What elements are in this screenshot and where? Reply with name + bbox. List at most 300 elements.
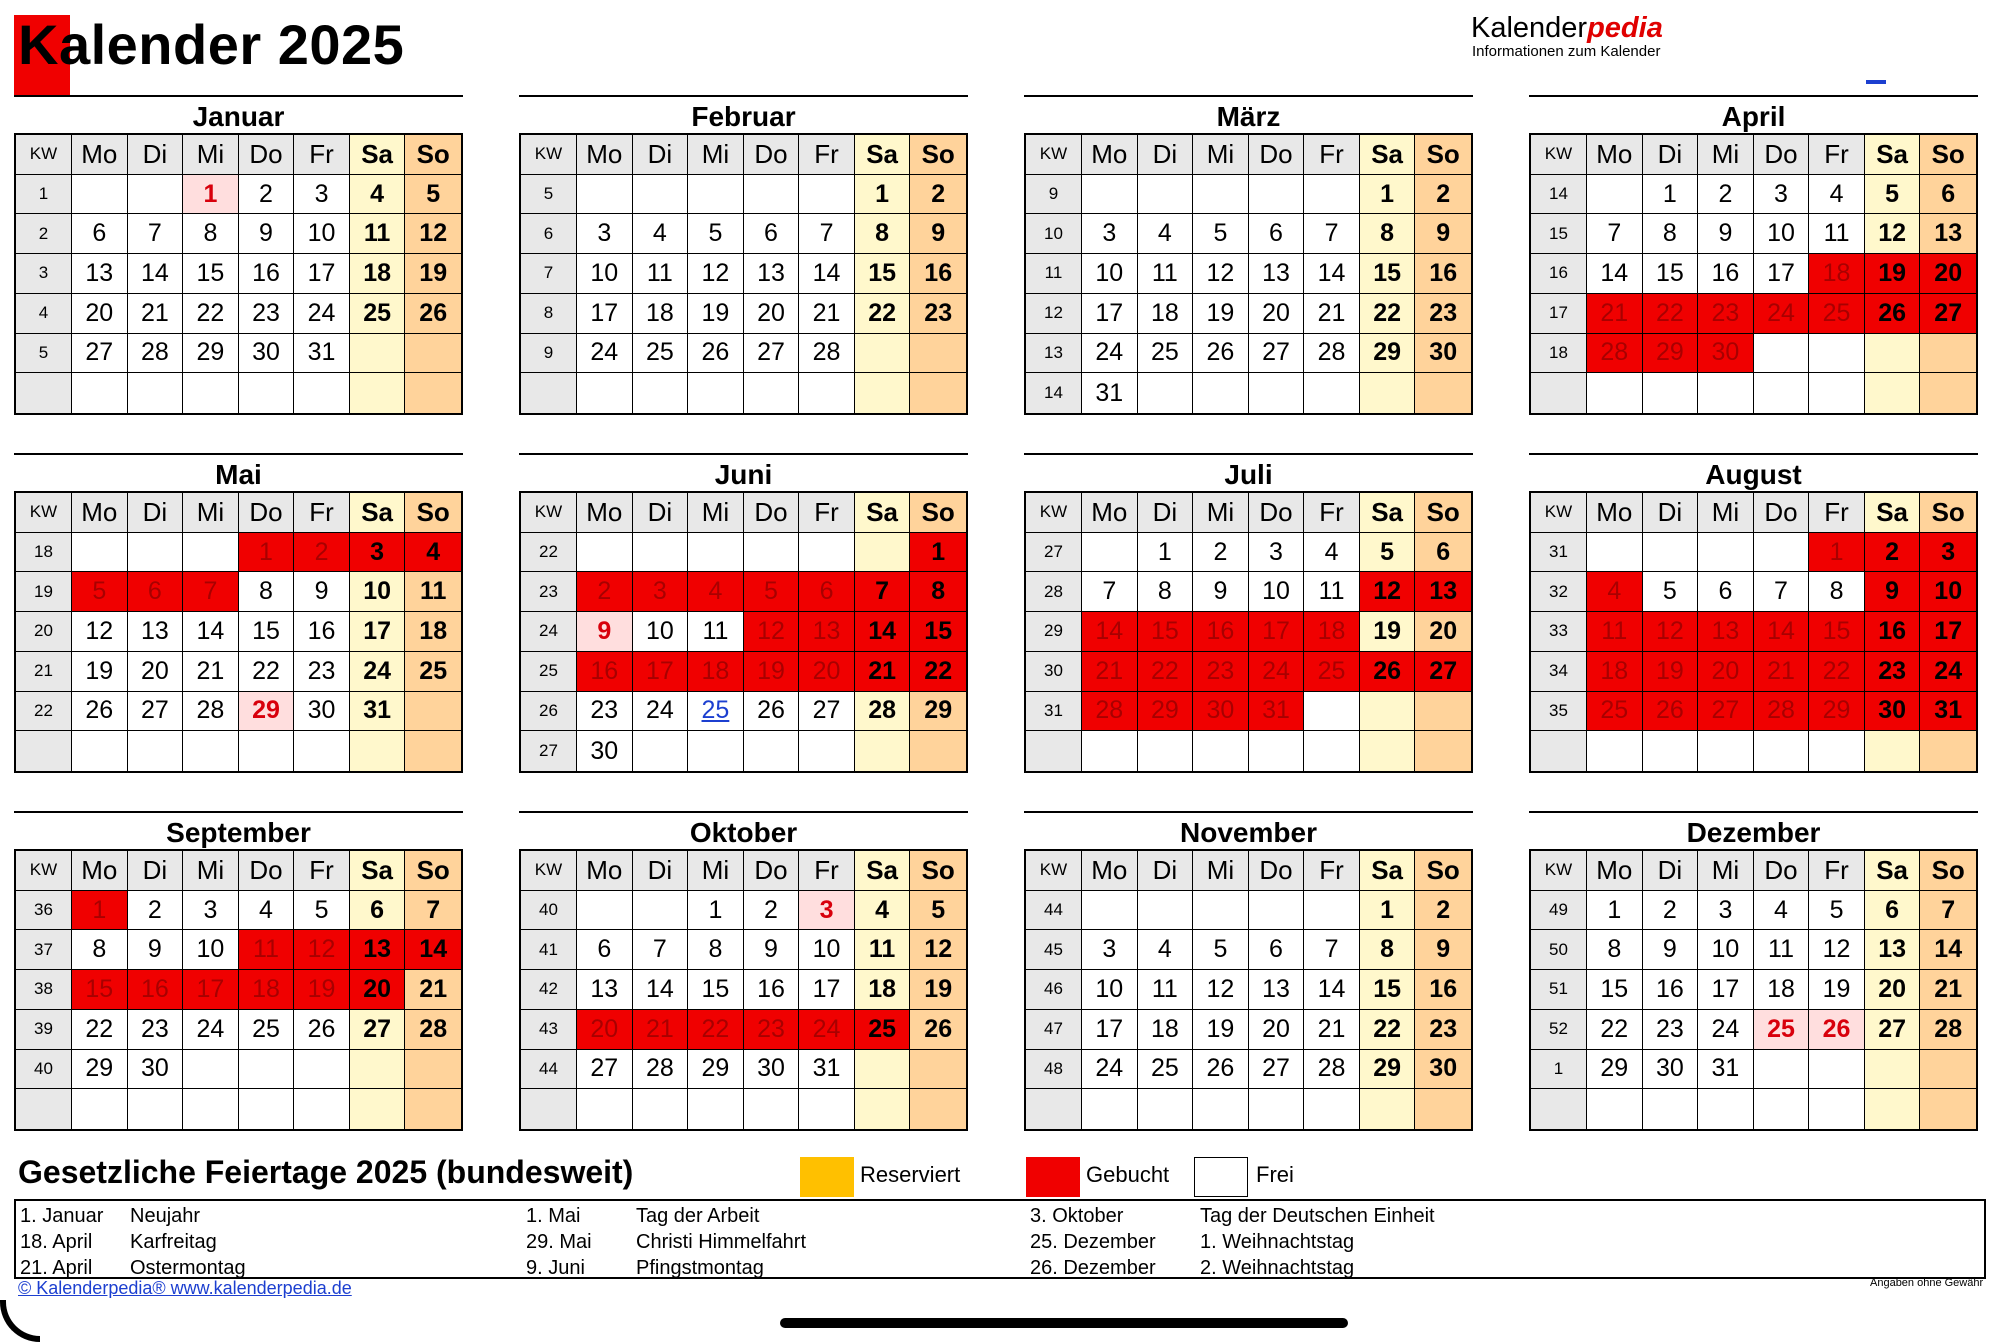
- day-cell: 31: [1698, 1050, 1754, 1090]
- week-number: [521, 373, 577, 413]
- day-cell: 28: [799, 334, 855, 374]
- empty-cell: [72, 175, 128, 215]
- day-cell: 18: [688, 652, 744, 692]
- empty-cell: [855, 533, 911, 573]
- empty-cell: [1415, 1089, 1471, 1129]
- month-8: [14, 811, 463, 1131]
- day-cell: 4: [688, 572, 744, 612]
- week-number: [16, 373, 72, 413]
- legend-swatch-reserved: [800, 1157, 854, 1197]
- empty-cell: [350, 1050, 406, 1090]
- empty-cell: [1082, 533, 1138, 573]
- day-cell: 30: [239, 334, 295, 374]
- day-cell: 28: [1920, 1010, 1976, 1050]
- empty-cell: [688, 373, 744, 413]
- empty-cell: [294, 1089, 350, 1129]
- day-cell: 16: [744, 970, 800, 1010]
- day-cell: 1: [1643, 175, 1699, 215]
- day-cell: 13: [72, 254, 128, 294]
- day-cell: 21: [1587, 294, 1643, 334]
- day-cell: 4: [633, 214, 689, 254]
- weekday-header: Sa: [1865, 135, 1921, 175]
- week-number: 9: [521, 334, 577, 374]
- day-cell: 29: [1138, 692, 1194, 732]
- day-cell: 9: [744, 930, 800, 970]
- month-2: [1024, 95, 1473, 415]
- weekday-header: Fr: [1304, 493, 1360, 533]
- day-cell: 25: [1138, 1050, 1194, 1090]
- weekday-header: Sa: [1865, 493, 1921, 533]
- empty-cell: [688, 175, 744, 215]
- week-number: 5: [16, 334, 72, 374]
- day-cell: 21: [1304, 294, 1360, 334]
- day-cell: 22: [239, 652, 295, 692]
- week-number: 12: [1026, 294, 1082, 334]
- holiday-name: Neujahr: [130, 1205, 201, 1227]
- weekday-header: Fr: [294, 851, 350, 891]
- day-cell: 29: [72, 1050, 128, 1090]
- day-cell: 2: [128, 891, 184, 931]
- day-cell: 10: [350, 572, 406, 612]
- weekday-header: Mo: [72, 135, 128, 175]
- empty-cell: [1809, 1050, 1865, 1090]
- day-cell: 29: [1587, 1050, 1643, 1090]
- empty-cell: [1249, 373, 1305, 413]
- day-cell: 9: [1415, 214, 1471, 254]
- week-number: 1: [1531, 1050, 1587, 1090]
- week-number: 50: [1531, 930, 1587, 970]
- day-cell: 15: [1587, 970, 1643, 1010]
- day-cell: 2: [1193, 533, 1249, 573]
- day-cell: 24: [633, 692, 689, 732]
- day-cell: 2: [577, 572, 633, 612]
- day-cell: 22: [1360, 1010, 1416, 1050]
- empty-cell: [855, 1050, 911, 1090]
- empty-cell: [577, 1089, 633, 1129]
- day-cell: 15: [1643, 254, 1699, 294]
- week-number: 23: [521, 572, 577, 612]
- day-cell: 13: [1249, 970, 1305, 1010]
- day-cell: [688, 692, 744, 732]
- empty-cell: [128, 533, 184, 573]
- day-cell: 30: [744, 1050, 800, 1090]
- empty-cell: [294, 373, 350, 413]
- weekday-header: Fr: [1809, 135, 1865, 175]
- day-cell: 7: [128, 214, 184, 254]
- day-cell: 9: [577, 612, 633, 652]
- day-cell: 19: [1809, 970, 1865, 1010]
- day-link[interactable]: 25: [701, 696, 730, 725]
- empty-cell: [633, 1089, 689, 1129]
- day-cell: 22: [183, 294, 239, 334]
- weekday-header: Mi: [688, 135, 744, 175]
- weekday-header: Do: [1754, 135, 1810, 175]
- day-cell: 24: [1920, 652, 1976, 692]
- day-cell: 19: [744, 652, 800, 692]
- day-cell: 26: [294, 1010, 350, 1050]
- day-cell: 26: [744, 692, 800, 732]
- day-cell: 6: [799, 572, 855, 612]
- empty-cell: [1360, 692, 1416, 732]
- day-cell: 8: [183, 214, 239, 254]
- home-indicator[interactable]: [780, 1318, 1348, 1328]
- week-number: [1026, 731, 1082, 771]
- day-cell: 5: [1643, 572, 1699, 612]
- weekday-header: Sa: [350, 851, 406, 891]
- month-name: November: [1024, 811, 1473, 849]
- day-cell: 18: [350, 254, 406, 294]
- empty-cell: [1360, 1089, 1416, 1129]
- day-cell: 23: [239, 294, 295, 334]
- month-name: Februar: [519, 95, 968, 133]
- kw-header: KW: [16, 493, 72, 533]
- weekday-header: Mo: [1587, 135, 1643, 175]
- empty-cell: [744, 731, 800, 771]
- weekday-header: Sa: [1360, 135, 1416, 175]
- week-number: 36: [16, 891, 72, 931]
- day-cell: 14: [633, 970, 689, 1010]
- day-cell: 14: [1304, 254, 1360, 294]
- day-cell: 28: [1304, 334, 1360, 374]
- day-cell: 17: [577, 294, 633, 334]
- month-6: [1024, 453, 1473, 773]
- day-cell: 9: [294, 572, 350, 612]
- day-cell: 4: [1754, 891, 1810, 931]
- day-cell: 22: [1809, 652, 1865, 692]
- holidays-title: Gesetzliche Feiertage 2025 (bundesweit): [18, 1154, 634, 1190]
- day-cell: 16: [239, 254, 295, 294]
- empty-cell: [350, 731, 406, 771]
- weekday-header: Di: [633, 493, 689, 533]
- day-cell: 6: [1249, 214, 1305, 254]
- empty-cell: [1920, 1089, 1976, 1129]
- week-number: 30: [1026, 652, 1082, 692]
- day-cell: 13: [744, 254, 800, 294]
- day-cell: 22: [1587, 1010, 1643, 1050]
- brand-underline-mark: [1866, 80, 1886, 84]
- week-number: 33: [1531, 612, 1587, 652]
- weekday-header: Di: [1643, 135, 1699, 175]
- month-grid: [519, 491, 968, 773]
- month-grid: [1024, 849, 1473, 1131]
- day-cell: 21: [1304, 1010, 1360, 1050]
- empty-cell: [72, 731, 128, 771]
- empty-cell: [799, 1089, 855, 1129]
- month-4: [14, 453, 463, 773]
- brand-subtitle: Informationen zum Kalender: [1472, 43, 1661, 60]
- day-cell: 4: [1138, 930, 1194, 970]
- weekday-header: Di: [633, 135, 689, 175]
- day-cell: 4: [1138, 214, 1194, 254]
- week-number: 46: [1026, 970, 1082, 1010]
- day-cell: 10: [1754, 214, 1810, 254]
- day-cell: 25: [1809, 294, 1865, 334]
- day-cell: 30: [128, 1050, 184, 1090]
- day-cell: 14: [1082, 612, 1138, 652]
- kw-header: KW: [1531, 851, 1587, 891]
- empty-cell: [577, 175, 633, 215]
- weekday-header: Di: [128, 851, 184, 891]
- empty-cell: [1304, 373, 1360, 413]
- day-cell: 29: [1643, 334, 1699, 374]
- day-cell: 5: [72, 572, 128, 612]
- kw-header: KW: [1531, 493, 1587, 533]
- empty-cell: [1138, 175, 1194, 215]
- kw-header: KW: [521, 493, 577, 533]
- week-number: 42: [521, 970, 577, 1010]
- day-cell: 1: [183, 175, 239, 215]
- weekday-header: So: [405, 851, 461, 891]
- empty-cell: [128, 731, 184, 771]
- week-number: 16: [1531, 254, 1587, 294]
- day-cell: 5: [1809, 891, 1865, 931]
- day-cell: 9: [1415, 930, 1471, 970]
- day-cell: 16: [1415, 254, 1471, 294]
- day-cell: 19: [72, 652, 128, 692]
- day-cell: 8: [1809, 572, 1865, 612]
- empty-cell: [799, 533, 855, 573]
- weekday-header: Do: [744, 851, 800, 891]
- month-name: Mai: [14, 453, 463, 491]
- holiday-name: Karfreitag: [130, 1231, 217, 1253]
- day-cell: 14: [1920, 930, 1976, 970]
- week-number: 9: [1026, 175, 1082, 215]
- empty-cell: [1304, 692, 1360, 732]
- empty-cell: [1643, 731, 1699, 771]
- day-cell: 18: [633, 294, 689, 334]
- day-cell: 13: [1698, 612, 1754, 652]
- day-cell: 10: [799, 930, 855, 970]
- day-cell: 25: [239, 1010, 295, 1050]
- weekday-header: Mi: [1193, 851, 1249, 891]
- day-cell: 17: [183, 970, 239, 1010]
- day-cell: 26: [72, 692, 128, 732]
- weekday-header: Mo: [1587, 493, 1643, 533]
- month-10: [1024, 811, 1473, 1131]
- empty-cell: [1304, 175, 1360, 215]
- empty-cell: [633, 731, 689, 771]
- week-number: 20: [16, 612, 72, 652]
- empty-cell: [744, 1089, 800, 1129]
- week-number: 48: [1026, 1050, 1082, 1090]
- week-number: [1531, 1089, 1587, 1129]
- day-cell: 29: [1360, 334, 1416, 374]
- day-cell: 27: [1249, 334, 1305, 374]
- week-number: 44: [521, 1050, 577, 1090]
- day-cell: 5: [1360, 533, 1416, 573]
- day-cell: 6: [744, 214, 800, 254]
- day-cell: 24: [577, 334, 633, 374]
- weekday-header: Fr: [294, 135, 350, 175]
- empty-cell: [1865, 373, 1921, 413]
- week-number: 21: [16, 652, 72, 692]
- weekday-header: Fr: [1809, 493, 1865, 533]
- empty-cell: [405, 1089, 461, 1129]
- weekday-header: Sa: [350, 493, 406, 533]
- holiday-name: 1. Weihnachtstag: [1200, 1231, 1355, 1253]
- month-11: [1529, 811, 1978, 1131]
- empty-cell: [577, 533, 633, 573]
- day-cell: 19: [1360, 612, 1416, 652]
- day-cell: 13: [577, 970, 633, 1010]
- month-grid: [1529, 491, 1978, 773]
- month-1: [519, 95, 968, 415]
- empty-cell: [239, 1050, 295, 1090]
- weekday-header: Mi: [183, 135, 239, 175]
- day-cell: 9: [1643, 930, 1699, 970]
- empty-cell: [1304, 1089, 1360, 1129]
- week-number: 49: [1531, 891, 1587, 931]
- empty-cell: [1698, 731, 1754, 771]
- weekday-header: So: [1920, 135, 1976, 175]
- day-cell: 5: [744, 572, 800, 612]
- day-cell: 11: [350, 214, 406, 254]
- empty-cell: [1920, 1050, 1976, 1090]
- empty-cell: [1249, 175, 1305, 215]
- brand-logo[interactable]: [1471, 12, 1663, 45]
- empty-cell: [1082, 1089, 1138, 1129]
- month-grid: [519, 133, 968, 415]
- empty-cell: [1193, 731, 1249, 771]
- day-cell: 28: [128, 334, 184, 374]
- empty-cell: [744, 373, 800, 413]
- day-cell: 23: [1698, 294, 1754, 334]
- week-number: 44: [1026, 891, 1082, 931]
- weekday-header: Sa: [1865, 851, 1921, 891]
- day-cell: 17: [1082, 294, 1138, 334]
- day-cell: 3: [183, 891, 239, 931]
- empty-cell: [577, 373, 633, 413]
- empty-cell: [239, 1089, 295, 1129]
- empty-cell: [1643, 1089, 1699, 1129]
- empty-cell: [1698, 533, 1754, 573]
- month-name: August: [1529, 453, 1978, 491]
- week-number: 52: [1531, 1010, 1587, 1050]
- day-cell: 11: [633, 254, 689, 294]
- day-cell: 23: [577, 692, 633, 732]
- holiday-date: 21. April: [20, 1257, 93, 1279]
- day-cell: 19: [688, 294, 744, 334]
- week-number: 2: [16, 214, 72, 254]
- empty-cell: [405, 692, 461, 732]
- day-cell: 28: [1082, 692, 1138, 732]
- day-cell: 19: [1193, 294, 1249, 334]
- day-cell: 27: [128, 692, 184, 732]
- day-cell: 3: [294, 175, 350, 215]
- week-number: [16, 731, 72, 771]
- empty-cell: [72, 533, 128, 573]
- day-cell: 2: [1415, 175, 1471, 215]
- week-number: 51: [1531, 970, 1587, 1010]
- day-cell: 12: [1865, 214, 1921, 254]
- day-cell: 14: [799, 254, 855, 294]
- day-cell: 3: [799, 891, 855, 931]
- day-cell: 26: [1809, 1010, 1865, 1050]
- weekday-header: So: [910, 135, 966, 175]
- day-cell: 8: [1360, 930, 1416, 970]
- legend-label-reserved: Reserviert: [860, 1162, 961, 1187]
- day-cell: 19: [1193, 1010, 1249, 1050]
- week-number: 45: [1026, 930, 1082, 970]
- day-cell: 2: [239, 175, 295, 215]
- day-cell: 26: [1643, 692, 1699, 732]
- day-cell: 12: [910, 930, 966, 970]
- weekday-header: So: [1920, 851, 1976, 891]
- empty-cell: [128, 373, 184, 413]
- holiday-name: Tag der Deutschen Einheit: [1200, 1205, 1435, 1227]
- day-cell: 13: [799, 612, 855, 652]
- weekday-header: Mi: [183, 493, 239, 533]
- empty-cell: [405, 731, 461, 771]
- empty-cell: [405, 1050, 461, 1090]
- footer-link[interactable]: © Kalenderpedia® www.kalenderpedia.de: [18, 1278, 352, 1298]
- day-cell: 25: [1138, 334, 1194, 374]
- empty-cell: [183, 731, 239, 771]
- day-cell: 12: [1193, 970, 1249, 1010]
- day-cell: 20: [744, 294, 800, 334]
- day-cell: 7: [1587, 214, 1643, 254]
- empty-cell: [183, 533, 239, 573]
- empty-cell: [1304, 731, 1360, 771]
- week-number: 3: [16, 254, 72, 294]
- day-cell: 27: [577, 1050, 633, 1090]
- screen-corner: [0, 1300, 40, 1342]
- day-cell: 1: [1360, 175, 1416, 215]
- empty-cell: [1643, 373, 1699, 413]
- day-cell: 16: [577, 652, 633, 692]
- empty-cell: [72, 373, 128, 413]
- day-cell: 7: [1304, 214, 1360, 254]
- day-cell: 2: [294, 533, 350, 573]
- holiday-date: 25. Dezember: [1030, 1231, 1156, 1253]
- holiday-date: 9. Juni: [526, 1257, 585, 1279]
- day-cell: 8: [1138, 572, 1194, 612]
- month-grid: [14, 133, 463, 415]
- empty-cell: [910, 731, 966, 771]
- week-number: 26: [521, 692, 577, 732]
- weekday-header: Mi: [1698, 851, 1754, 891]
- day-cell: 29: [239, 692, 295, 732]
- day-cell: 17: [1920, 612, 1976, 652]
- day-cell: 29: [688, 1050, 744, 1090]
- day-cell: 25: [1587, 692, 1643, 732]
- day-cell: 23: [1193, 652, 1249, 692]
- empty-cell: [1193, 1089, 1249, 1129]
- month-5: [519, 453, 968, 773]
- day-cell: 30: [1415, 334, 1471, 374]
- day-cell: 6: [128, 572, 184, 612]
- day-cell: 4: [1809, 175, 1865, 215]
- week-number: [1531, 731, 1587, 771]
- weekday-header: Mo: [72, 493, 128, 533]
- week-number: 27: [521, 731, 577, 771]
- day-cell: 18: [239, 970, 295, 1010]
- month-grid: [1024, 133, 1473, 415]
- day-cell: 2: [1698, 175, 1754, 215]
- kw-header: KW: [16, 851, 72, 891]
- day-cell: 30: [577, 731, 633, 771]
- day-cell: 22: [688, 1010, 744, 1050]
- week-number: [16, 1089, 72, 1129]
- day-cell: 21: [1920, 970, 1976, 1010]
- empty-cell: [1920, 334, 1976, 374]
- day-cell: 13: [1415, 572, 1471, 612]
- weekday-header: Mo: [577, 851, 633, 891]
- day-cell: 30: [1415, 1050, 1471, 1090]
- day-cell: 27: [744, 334, 800, 374]
- weekday-header: Mi: [183, 851, 239, 891]
- day-cell: 20: [1249, 294, 1305, 334]
